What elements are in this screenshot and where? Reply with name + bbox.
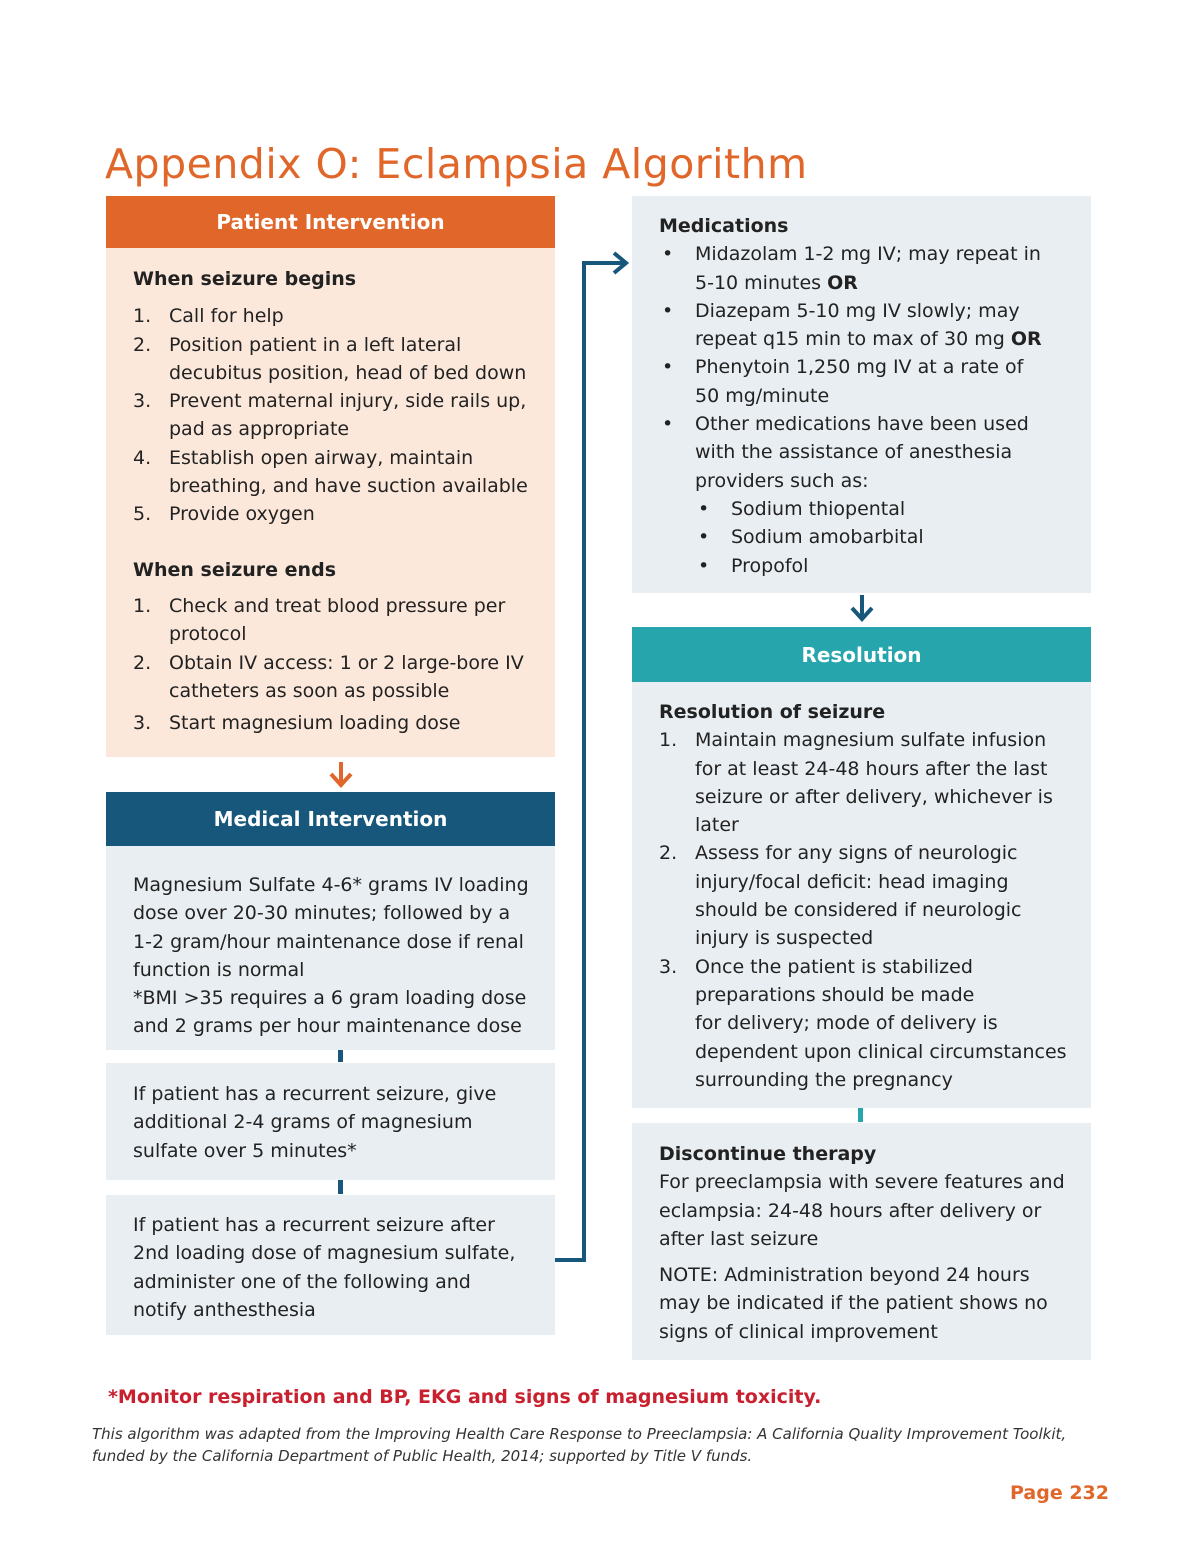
- seizure-ends-list: [133, 592, 545, 737]
- list-item: 2. Position patient in a left lateral decubitus position, head of bed down: [133, 333, 527, 384]
- discontinue-heading: Discontinue therapy: [659, 1143, 877, 1165]
- list-item: • Diazepam 5-10 mg IV slowly; may repeat q15 min to max of 30 mg OR: [662, 299, 1042, 351]
- list-item: • Midazolam 1-2 mg IV; may repeat in 5-10 minutes OR: [662, 243, 1041, 294]
- magnesium-loading-box: Magnesium Sulfate 4-6* grams IV loading dose over 20-30 minutes; followed by a 1-2 gram/hour maintenance dose if renal function is normal *BMI >35 requires a 6 gram loading dose and 2 grams per hour maintenance dose: [106, 846, 555, 1050]
- list-item: 1. Check and treat blood pressure per protocol: [133, 594, 506, 646]
- patient-intervention-box: [106, 248, 555, 757]
- patient-intervention-title: Patient Intervention: [216, 210, 445, 234]
- list-item: 2. Obtain IV access: 1 or 2 large-bore IV catheters as soon as possible: [133, 651, 524, 702]
- list-item: 3. Prevent maternal injury, side rails up, pad as appropriate: [133, 390, 527, 441]
- discontinue-therapy-box: Discontinue therapy For preeclampsia with severe features and eclampsia: 24-48 hours after delivery or after last seizure NOTE: Administration beyond 24 hours may be indicated if the patient shows no signs of clinical improvement: [632, 1123, 1091, 1360]
- connector: [858, 1108, 863, 1122]
- recurrent-seizure-box: If patient has a recurrent seizure, give additional 2-4 grams of magnesium sulfate over 5 minutes*: [106, 1063, 555, 1180]
- medications-box: [632, 196, 1091, 593]
- second-recurrence-box: If patient has a recurrent seizure after 2nd loading dose of magnesium sulfate, administer one of the following and notify anthesthesia: [106, 1195, 555, 1335]
- list-item: 1. Call for help: [133, 305, 284, 328]
- resolution-title: Resolution: [801, 642, 922, 667]
- medications-heading: Medications: [659, 215, 789, 237]
- medical-intervention-header: [106, 792, 555, 846]
- list-item: 2. Assess for any signs of neurologic injury/focal deficit: head imaging should be considered if neurologic injury is suspected: [659, 842, 1022, 950]
- list-item: 5. Provide oxygen: [133, 503, 315, 526]
- list-item: • Sodium thiopental: [698, 497, 906, 520]
- list-item: • Phenytoin 1,250 mg IV at a rate of 50 mg/minute: [662, 356, 1024, 407]
- connector: [338, 1180, 343, 1194]
- medical-intervention-title: Medical Intervention: [213, 807, 448, 831]
- resolution-header: [632, 627, 1091, 682]
- list-item: • Other medications have been used with the assistance of anesthesia providers such as:: [662, 413, 1029, 492]
- list-item: 1. Maintain magnesium sulfate infusion for at least 24-48 hours after the last seizure or after delivery, whichever is later: [659, 729, 1053, 837]
- list-item: • Sodium amobarbital: [698, 526, 924, 549]
- list-item: 4. Establish open airway, maintain breathing, and have suction available: [133, 446, 528, 498]
- seizure-begins-list: [133, 302, 545, 528]
- list-item: • Propofol: [698, 554, 809, 577]
- seizure-begins-heading: When seizure begins: [133, 268, 357, 290]
- resolution-box: [632, 682, 1091, 1108]
- list-item: 3. Once the patient is stabilized preparations should be made for delivery; mode of delivery is dependent upon clinical circumstances surrounding the pregnancy: [659, 955, 1067, 1091]
- list-item: 3. Start magnesium loading dose: [133, 712, 461, 735]
- page-number: Page 232: [1010, 1482, 1109, 1504]
- arrow-down-icon: [326, 760, 356, 790]
- patient-intervention-header: [106, 196, 555, 248]
- resolution-list: [659, 726, 1081, 1094]
- other-medications-list: [659, 495, 1081, 580]
- connector: [338, 1050, 343, 1062]
- resolution-heading: Resolution of seizure: [659, 701, 886, 723]
- source-note: This algorithm was adapted from the Improving Health Care Response to Preeclampsia: A California Quality Improvement Toolkit, funded by the California Department of Public Health, 2014; supported by Title V funds.: [92, 1425, 1067, 1465]
- note-text: NOTE: Administration beyond 24 hours: [659, 1264, 1030, 1287]
- arrow-down-icon: [847, 594, 877, 624]
- medications-list: [659, 240, 1081, 495]
- seizure-ends-heading: When seizure ends: [133, 558, 336, 581]
- connector-arrow-icon: [553, 248, 633, 1268]
- monitor-warning: *Monitor respiration and BP, EKG and signs of magnesium toxicity.: [108, 1386, 822, 1408]
- page-title: Appendix O: Eclampsia Algorithm: [105, 140, 808, 188]
